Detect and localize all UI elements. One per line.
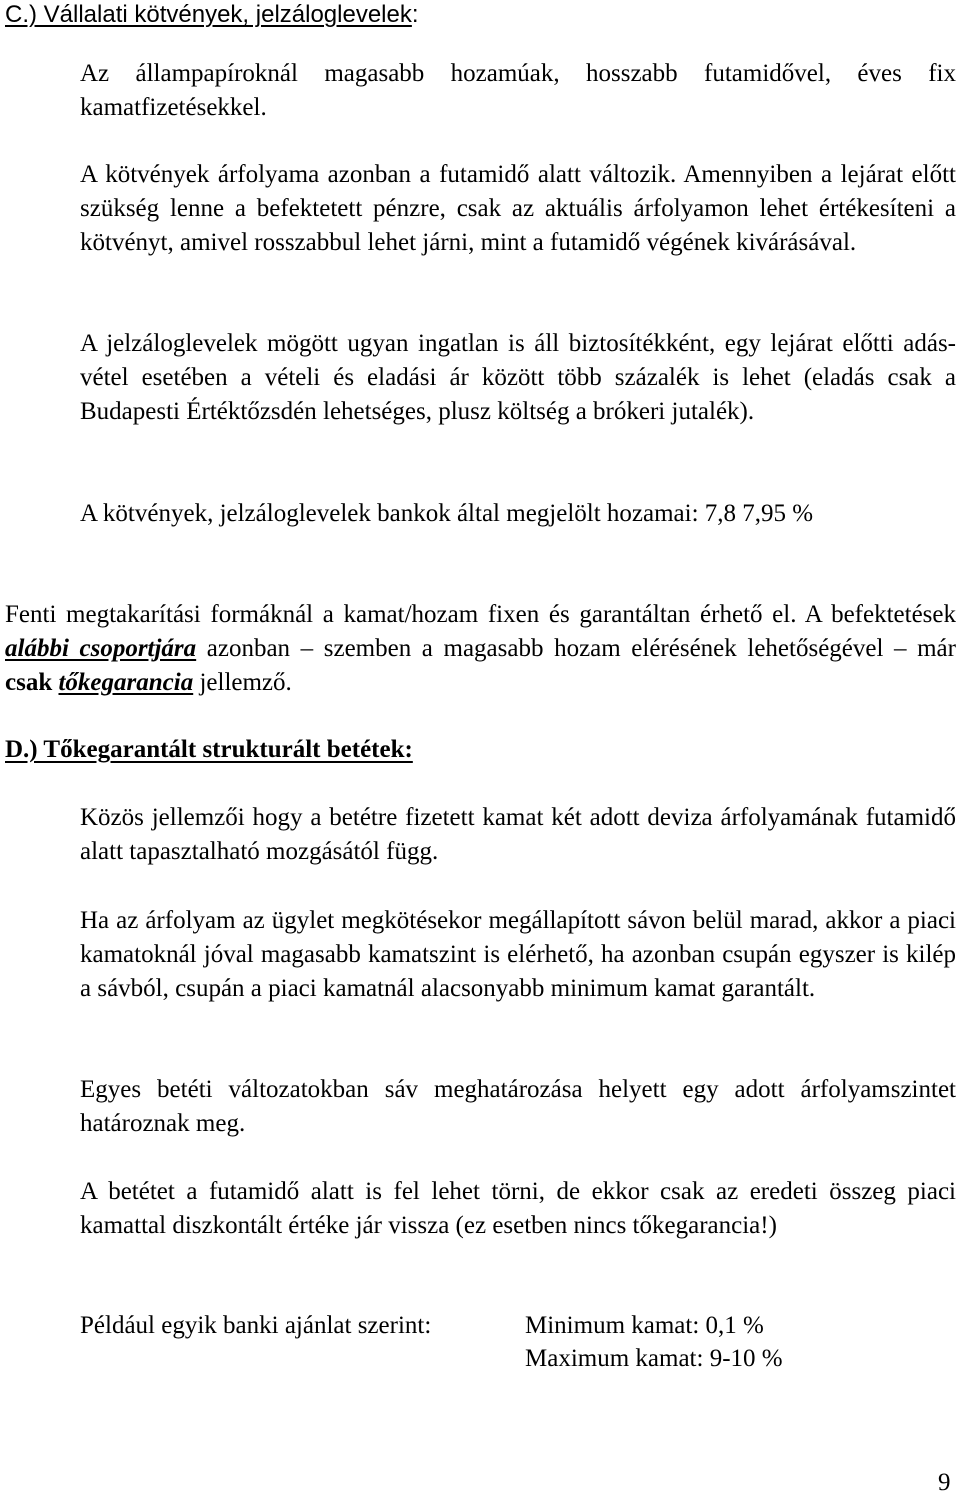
section-d-paragraph-1: Közös jellemzői hogy a betétre fizetett kamat két adott deviza árfolyamának futamidő alatt tapasztalható mozgásától függ. [80,804,956,865]
section-d-title: D.) Tőkegarantált strukturált betétek: [5,736,413,763]
transition-text-3: jellemző. [193,669,292,696]
offer-label: Például egyik banki ajánlat szerint: [80,1312,432,1339]
section-c-yield-paragraph: A kötvények, jelzáloglevelek bankok által megjelölt hozamai: 7,8 7,95 % [80,500,814,527]
offer-maximum-rate: Maximum kamat: 9-10 % [525,1345,783,1372]
section-d-paragraph-2: Ha az árfolyam az ügylet megkötésekor megállapított sávon belül marad, akkor a piaci kamatoknál jóval magasabb kamatszint is elérhető, ha azonban csupán egyszer is kilép a sávból, csupán a piaci kamatnál alacsonyabb minimum kamat garantált. [80,907,956,1002]
section-c-colon: : [411,1,419,28]
section-c-title: C.) Vállalati kötvények, jelzáloglevelek [5,1,412,28]
transition-emphasis-1: alábbi csoportjára [5,635,197,662]
transition-text-2: azonban – szemben a magasabb hozam elérésének lehetőségével – már [196,635,956,662]
section-c-paragraph-2: A kötvények árfolyama azonban a futamidő alatt változik. Amennyiben a lejárat előtt szükség lenne a befektetett pénzre, csak az aktuális árfolyamon lehet értékesíteni a kötvényt, amivel rosszabbul lehet járni, mint a futamidő végének kivárásával. [80,161,956,256]
section-c-paragraph-1: Az állampapíroknál magasabb hozamúak, hosszabb futamidővel, éves fix kamatfizetésekkel. [80,60,956,121]
section-c-heading [5,0,945,32]
section-c-paragraph-3: A jelzáloglevelek mögött ugyan ingatlan is áll biztosítékként, egy lejárat előtti adás-vétel esetében a vételi és eladási ár között több százalék is lehet (eladás csak a Budapesti Értéktőzsdén lehetséges, plusz költség a brókeri jutalék). [80,330,956,425]
transition-text-1: Fenti megtakarítási formáknál a kamat/hozam fixen és garantáltan érhető el. A befektetések [5,601,956,628]
transition-emphasis-2: tőkegarancia [58,669,194,696]
section-d-paragraph-3: Egyes betéti változatokban sáv meghatározása helyett egy adott árfolyamszintet határoznak meg. [80,1076,956,1137]
transition-bold: csak [5,669,59,696]
page-number: 9 [938,1469,951,1496]
offer-minimum-rate: Minimum kamat: 0,1 % [525,1312,764,1339]
transition-paragraph [5,598,956,700]
section-d-paragraph-4: A betétet a futamidő alatt is fel lehet törni, de ekkor csak az eredeti összeg piaci kamattal diszkontált értéke jár vissza (ez esetben nincs tőkegarancia!) [80,1178,956,1239]
